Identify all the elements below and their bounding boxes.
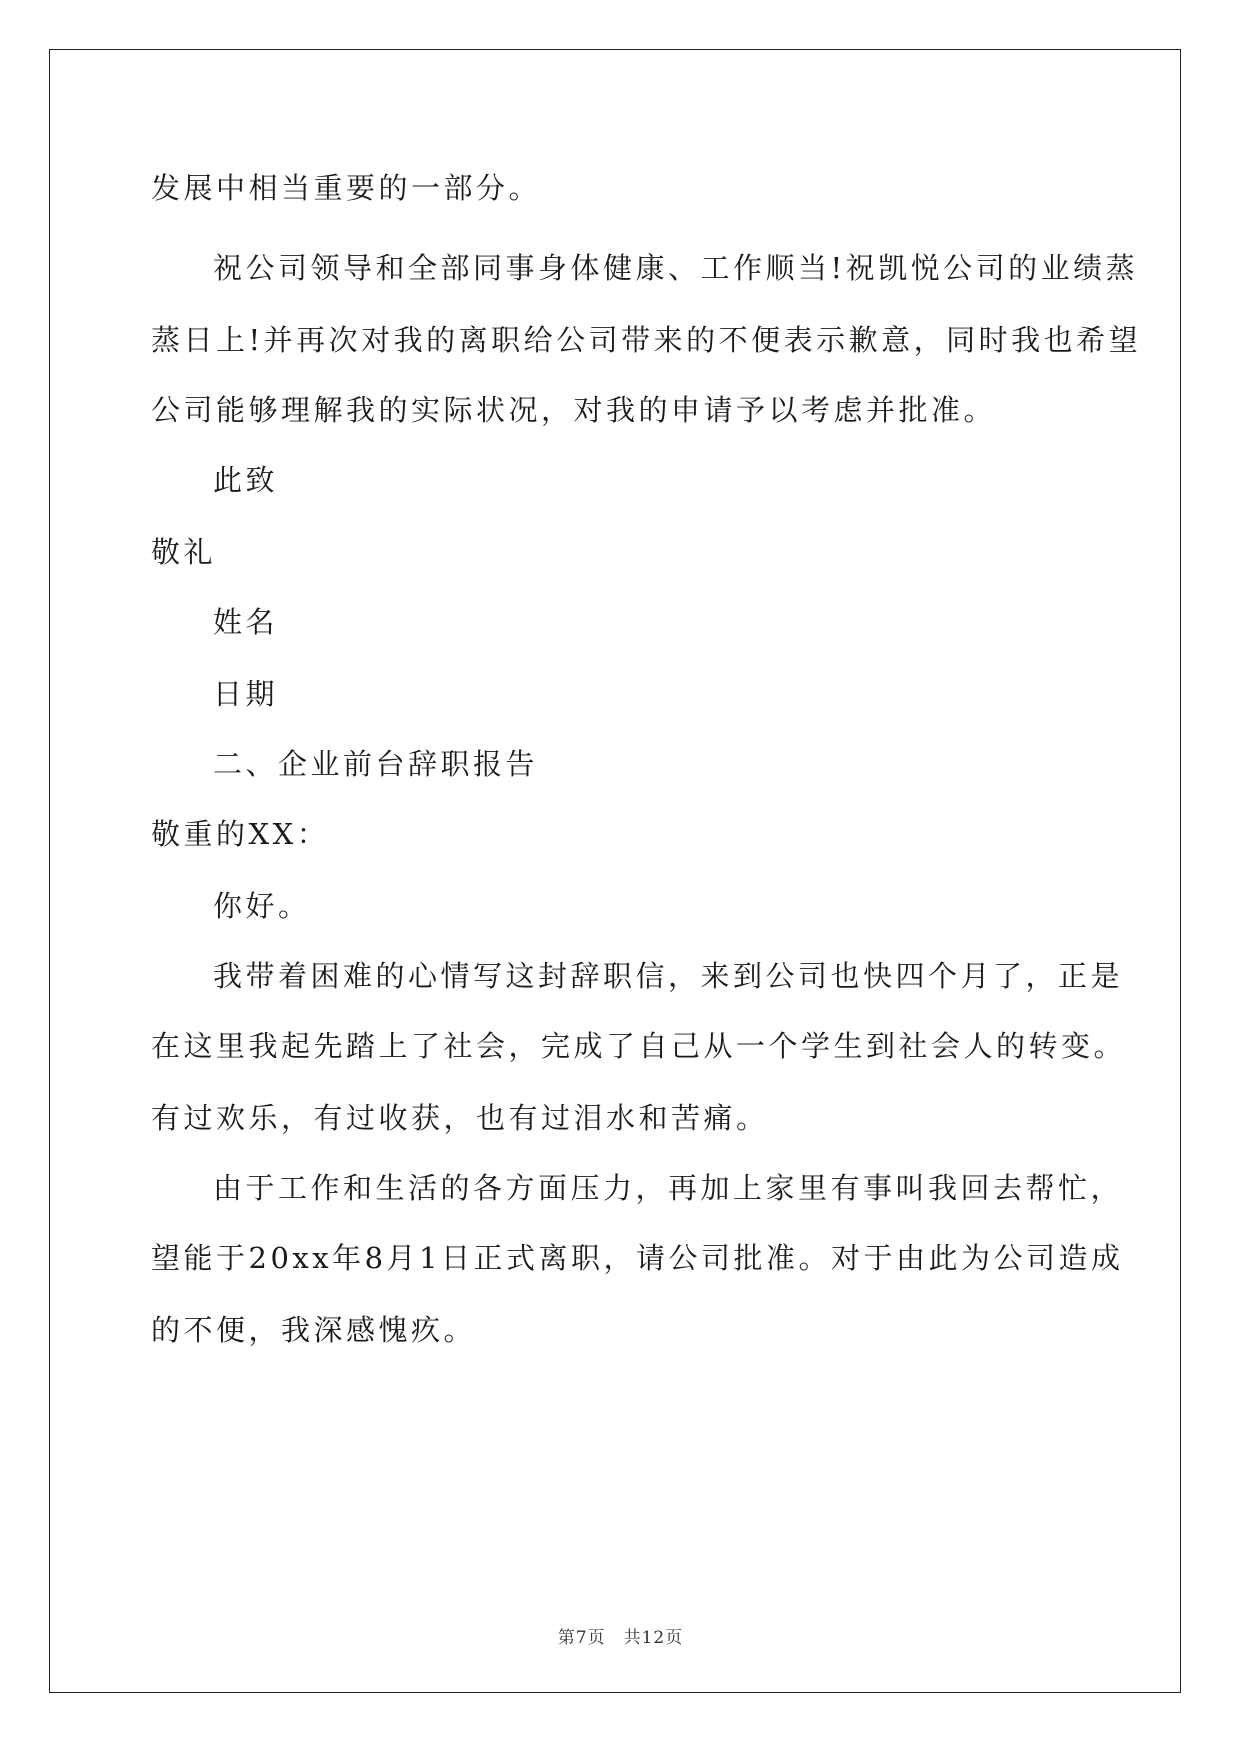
signature-name: 姓名 (213, 605, 279, 639)
paragraph-line: 公司能够理解我的实际状况，对我的申请予以考虑并批准。 (151, 393, 997, 427)
greeting-line: 敬重的XX： (151, 817, 330, 851)
salutation-line: 敬礼 (151, 535, 217, 569)
paragraph-line: 祝公司领导和全部同事身体健康、工作顺当!祝凯悦公司的业绩蒸 (213, 251, 1139, 285)
paragraph-line: 蒸日上!并再次对我的离职给公司带来的不便表示歉意，同时我也希望 (151, 323, 1142, 357)
page-footer (0, 1623, 1241, 1648)
paragraph-line: 在这里我起先踏上了社会，完成了自己从一个学生到社会人的转变。 (151, 1029, 1127, 1063)
paragraph-line: 由于工作和生活的各方面压力，再加上家里有事叫我回去帮忙， (213, 1171, 1124, 1205)
paragraph-line: 有过欢乐，有过收获，也有过泪水和苦痛。 (151, 1101, 769, 1135)
page-number: 第7页 (557, 1628, 606, 1648)
paragraph-line: 我带着困难的心情写这封辞职信，来到公司也快四个月了，正是 (213, 959, 1124, 993)
page-border (49, 49, 1181, 1693)
paragraph-line: 的不便，我深感愧疚。 (151, 1313, 477, 1347)
paragraph-line: 望能于20xx年8月1日正式离职，请公司批准。对于由此为公司造成 (151, 1241, 1124, 1275)
signature-date: 日期 (213, 677, 279, 711)
greeting-line: 你好。 (213, 889, 311, 923)
page-total: 共12页 (623, 1628, 684, 1648)
section-heading: 二、企业前台辞职报告 (213, 747, 539, 781)
closing-line: 此致 (213, 463, 279, 497)
paragraph-line: 发展中相当重要的一部分。 (151, 171, 542, 205)
